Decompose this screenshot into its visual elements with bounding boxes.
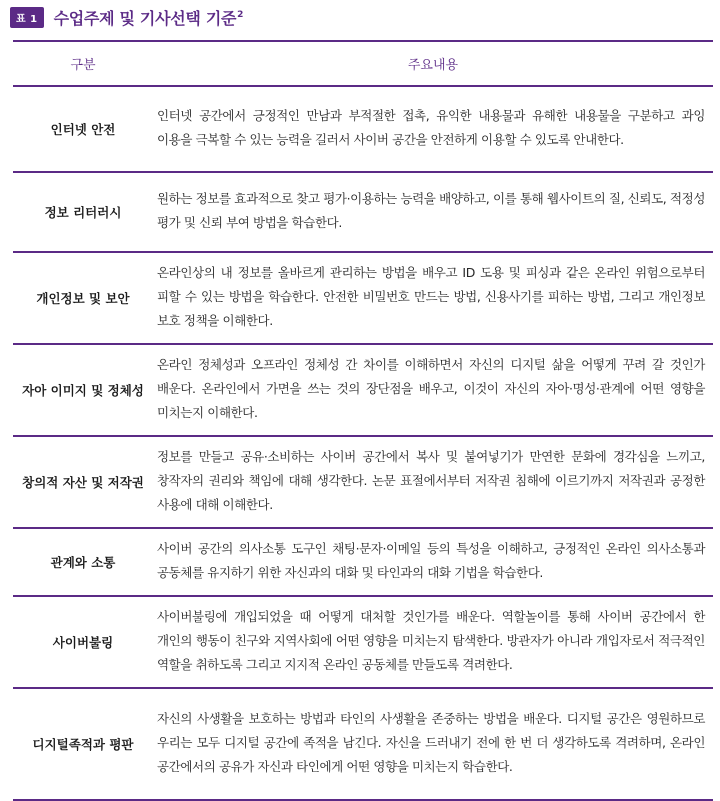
row-category: 개인정보 및 보안 — [13, 252, 153, 344]
row-content: 온라인상의 내 정보를 올바르게 관리하는 방법을 배우고 ID 도용 및 피싱과 같은 온라인 위험으로부터 피할 수 있는 방법을 학습한다. 안전한 비밀번호 만드는 방법, 신용사기를 피하는 방법, 그리고 개인정보 보호 정책을 이해한다. — [153, 252, 713, 344]
table-title — [54, 6, 244, 29]
table-row — [13, 688, 713, 800]
row-category: 디지털족적과 평판 — [13, 688, 153, 800]
table-title-text: 수업주제 및 기사선택 기준 — [53, 8, 237, 28]
row-category: 사이버불링 — [13, 596, 153, 688]
footnote-marker: 2 — [237, 10, 244, 21]
curriculum-table — [13, 40, 713, 801]
row-category: 창의적 자산 및 저작권 — [13, 436, 153, 528]
row-category: 자아 이미지 및 정체성 — [13, 344, 153, 436]
table-row — [13, 252, 713, 344]
row-content: 원하는 정보를 효과적으로 찾고 평가·이용하는 능력을 배양하고, 이를 통해 웹사이트의 질, 신뢰도, 적정성 평가 및 신뢰 부여 방법을 학습한다. — [153, 172, 713, 252]
column-header-category: 구분 — [13, 41, 153, 86]
row-content: 인터넷 공간에서 긍정적인 만남과 부적절한 접촉, 유익한 내용물과 유해한 내용물을 구분하고 과잉 이용을 극복할 수 있는 능력을 길러서 사이버 공간을 안전하게 이용할 수 있도록 안내한다. — [153, 86, 713, 172]
table-row — [13, 344, 713, 436]
row-category: 관계와 소통 — [13, 528, 153, 596]
row-content: 사이버불링에 개입되었을 때 어떻게 대처할 것인가를 배운다. 역할놀이를 통해 사이버 공간에서 한 개인의 행동이 친구와 지역사회에 어떤 영향을 미치는지 탐색한다. 방관자가 아니라 개입자로서 적극적인 역할을 취하도록 그리고 지지적 온라인 공동체를 만들도록 격려한다. — [153, 596, 713, 688]
row-content: 정보를 만들고 공유·소비하는 사이버 공간에서 복사 및 붙여넣기가 만연한 문화에 경각심을 느끼고, 창작자의 권리와 책임에 대해 생각한다. 논문 표절에서부터 저작권 침해에 이르기까지 저작권과 공정한 사용에 대해 이해한다. — [153, 436, 713, 528]
row-content: 사이버 공간의 의사소통 도구인 채팅·문자·이메일 등의 특성을 이해하고, 긍정적인 온라인 의사소통과 공동체를 유지하기 위한 자신과의 대화 및 타인과의 대화 기법을 학습한다. — [153, 528, 713, 596]
table-number-badge: 표 1 — [10, 7, 44, 28]
row-category: 정보 리터러시 — [13, 172, 153, 252]
row-content: 온라인 정체성과 오프라인 정체성 간 차이를 이해하면서 자신의 디지털 삶을 어떻게 꾸려 갈 것인가 배운다. 온라인에서 가면을 쓰는 것의 장단점을 배우고, 이것이 자신의 자아·명성·관계에 어떤 영향을 미치는지 이해한다. — [153, 344, 713, 436]
table-header-row — [13, 41, 713, 86]
table-row — [13, 172, 713, 252]
table-row — [13, 436, 713, 528]
table-row — [13, 596, 713, 688]
table-row — [13, 528, 713, 596]
table-row — [13, 86, 713, 172]
row-category: 인터넷 안전 — [13, 86, 153, 172]
table-caption — [10, 6, 243, 28]
row-content: 자신의 사생활을 보호하는 방법과 타인의 사생활을 존중하는 방법을 배운다. 디지털 공간은 영원하므로 우리는 모두 디지털 공간에 족적을 남긴다. 자신을 드러내기 전에 한 번 더 생각하도록 격려하며, 온라인 공간에서의 공유가 자신과 타인에게 어떤 영향을 미치는지 학습한다. — [153, 688, 713, 800]
column-header-content: 주요내용 — [153, 41, 713, 86]
